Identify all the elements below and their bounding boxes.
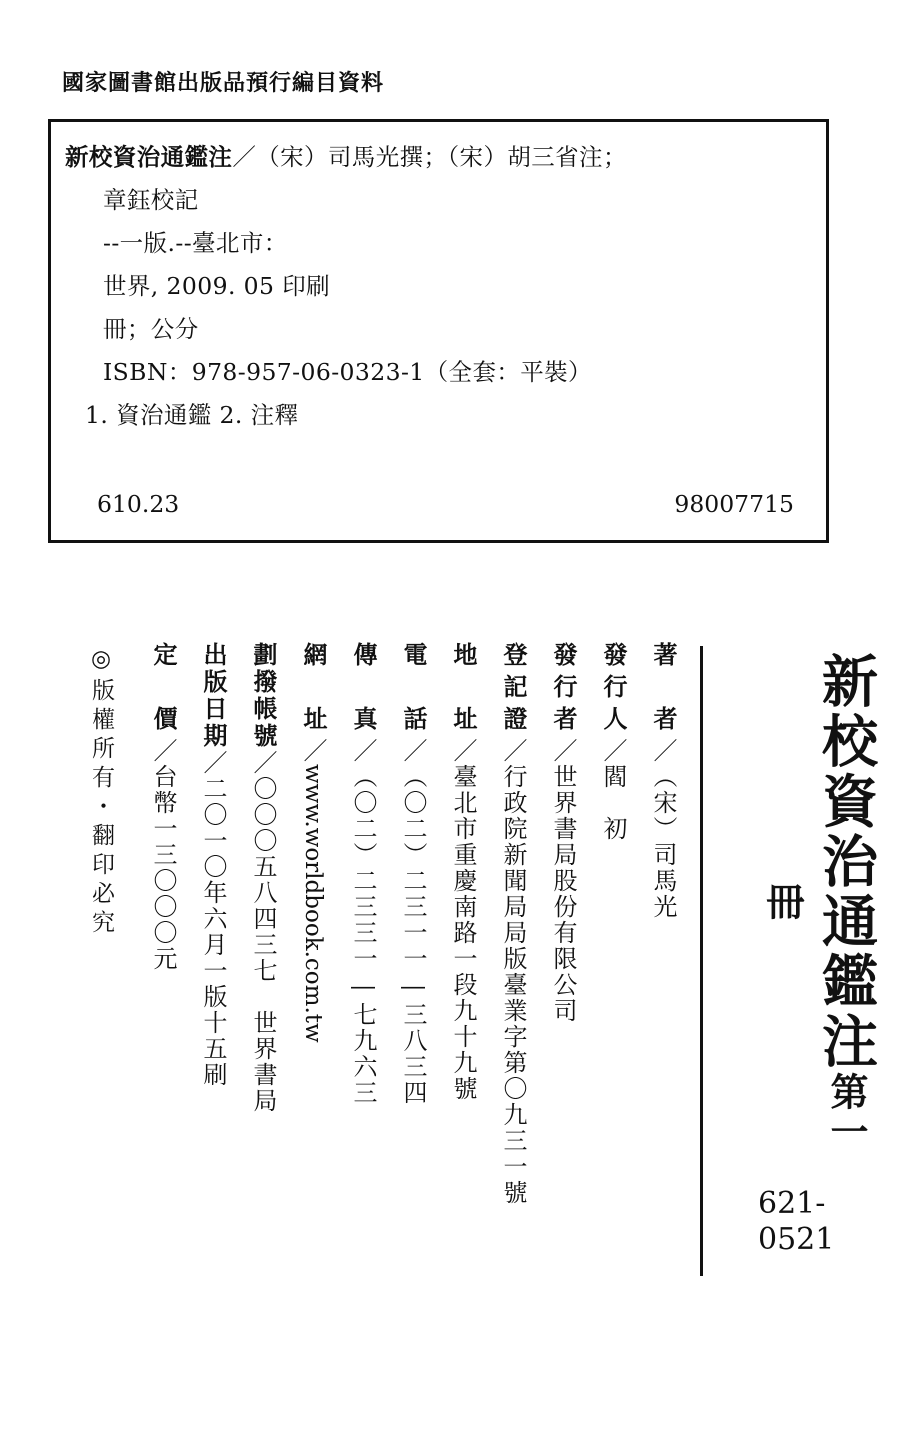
cip-classification-number: 610.23 <box>97 490 180 518</box>
colophon-entry-giro-account <box>248 642 278 1114</box>
entry-value-giro-account: 〇〇〇五八四三七 世界書局 <box>249 776 277 1114</box>
colophon-block <box>0 620 916 1320</box>
cip-title-bold: 新校資治通鑑注 <box>65 143 233 171</box>
entry-value-registration: 行政院新聞局局版臺業字第〇九三一號 <box>499 764 527 1206</box>
colophon-entry-phone <box>398 642 428 1106</box>
entry-value-fax: （〇二）二三三一―七九六三 <box>349 764 377 1106</box>
entry-sep-giro-account: ／ <box>249 750 277 776</box>
shelf-code-line-1: 621- <box>758 1186 826 1221</box>
colophon-entry-address <box>448 642 478 1102</box>
cip-line-extent: 冊；公分 <box>103 315 199 343</box>
cip-footer <box>65 490 812 518</box>
cip-line-subjects: 1. 資治通鑑 2. 注釋 <box>85 401 299 429</box>
colophon-divider-rule <box>700 646 703 1276</box>
cip-heading: 國家圖書館出版品預行編目資料 <box>62 70 385 96</box>
entry-label-author: 著 者 <box>649 642 678 738</box>
entry-value-author: （宋）司馬光 <box>649 764 677 920</box>
colophon-shelf-code <box>758 1186 878 1258</box>
entry-label-publisher: 發行者 <box>549 642 578 738</box>
colophon-book-title-text: 新校資治通鑑注 <box>813 652 879 1072</box>
entry-sep-registration: ／ <box>499 738 527 764</box>
entry-label-phone: 電 話 <box>399 642 428 738</box>
entry-label-address: 地 址 <box>449 642 478 738</box>
entry-label-website: 網 址 <box>299 642 328 738</box>
entry-label-publication-date: 出版日期 <box>199 642 228 750</box>
entry-value-publisher: 世界書局股份有限公司 <box>549 764 577 1024</box>
entry-sep-publisher-person: ／ <box>599 738 627 764</box>
entry-value-address: 臺北市重慶南路一段九十九號 <box>449 764 477 1102</box>
entry-label-price: 定 價 <box>149 642 178 738</box>
entry-sep-price: ／ <box>149 738 177 764</box>
entry-value-phone: （〇二）二三一一―三八三四 <box>399 764 427 1106</box>
entry-value-website[interactable]: www.worldbook.com.tw <box>300 764 326 1043</box>
cip-line-title <box>65 136 812 179</box>
colophon-entry-price <box>148 642 178 972</box>
colophon-entry-fax <box>348 642 378 1106</box>
entry-value-publication-date: 二〇一〇年六月一版十五刷 <box>199 776 227 1088</box>
entry-sep-phone: ／ <box>399 738 427 764</box>
entry-label-giro-account: 劃撥帳號 <box>249 642 278 750</box>
cip-line-collation-note: 章鈺校記 <box>103 186 199 214</box>
colophon-volume-text: 第一冊 <box>760 882 869 1152</box>
cip-record-lines <box>65 136 812 437</box>
colophon-entry-publisher <box>548 642 578 1024</box>
cip-line-edition: --一版.--臺北市： <box>103 229 288 257</box>
cip-line-publisher: 世界, 2009. 05 印刷 <box>103 272 331 300</box>
entry-label-registration: 登記證 <box>499 642 528 738</box>
colophon-entry-registration <box>498 642 528 1206</box>
entry-label-publisher-person: 發行人 <box>599 642 628 738</box>
colophon-entry-publication-date <box>198 642 228 1088</box>
entry-sep-publisher: ／ <box>549 738 577 764</box>
entry-value-price: 台幣一三〇〇〇元 <box>149 764 177 972</box>
entry-sep-publication-date: ／ <box>199 750 227 776</box>
entry-sep-website: ／ <box>299 738 327 764</box>
colophon-book-title <box>748 642 878 1162</box>
colophon-entry-author <box>648 642 678 920</box>
shelf-code-line-2: 0521 <box>758 1222 835 1257</box>
cip-line-isbn: ISBN：978-957-06-0323-1（全套：平裝） <box>103 358 592 386</box>
entry-value-publisher-person: 閻 初 <box>599 764 627 842</box>
entry-sep-address: ／ <box>449 738 477 764</box>
colophon-entry-publisher-person <box>598 642 628 842</box>
cip-record-number: 98007715 <box>674 490 794 518</box>
cip-title-statement: ／（宋）司馬光撰；（宋）胡三省注； <box>232 143 627 171</box>
copyright-notice: ◎版權所有・翻印必究 <box>88 646 114 939</box>
entry-sep-author: ／ <box>649 738 677 764</box>
entry-label-fax: 傳 真 <box>349 642 378 738</box>
cip-record-box <box>48 119 829 543</box>
entry-sep-fax: ／ <box>349 738 377 764</box>
colophon-entry-website <box>298 642 328 1043</box>
